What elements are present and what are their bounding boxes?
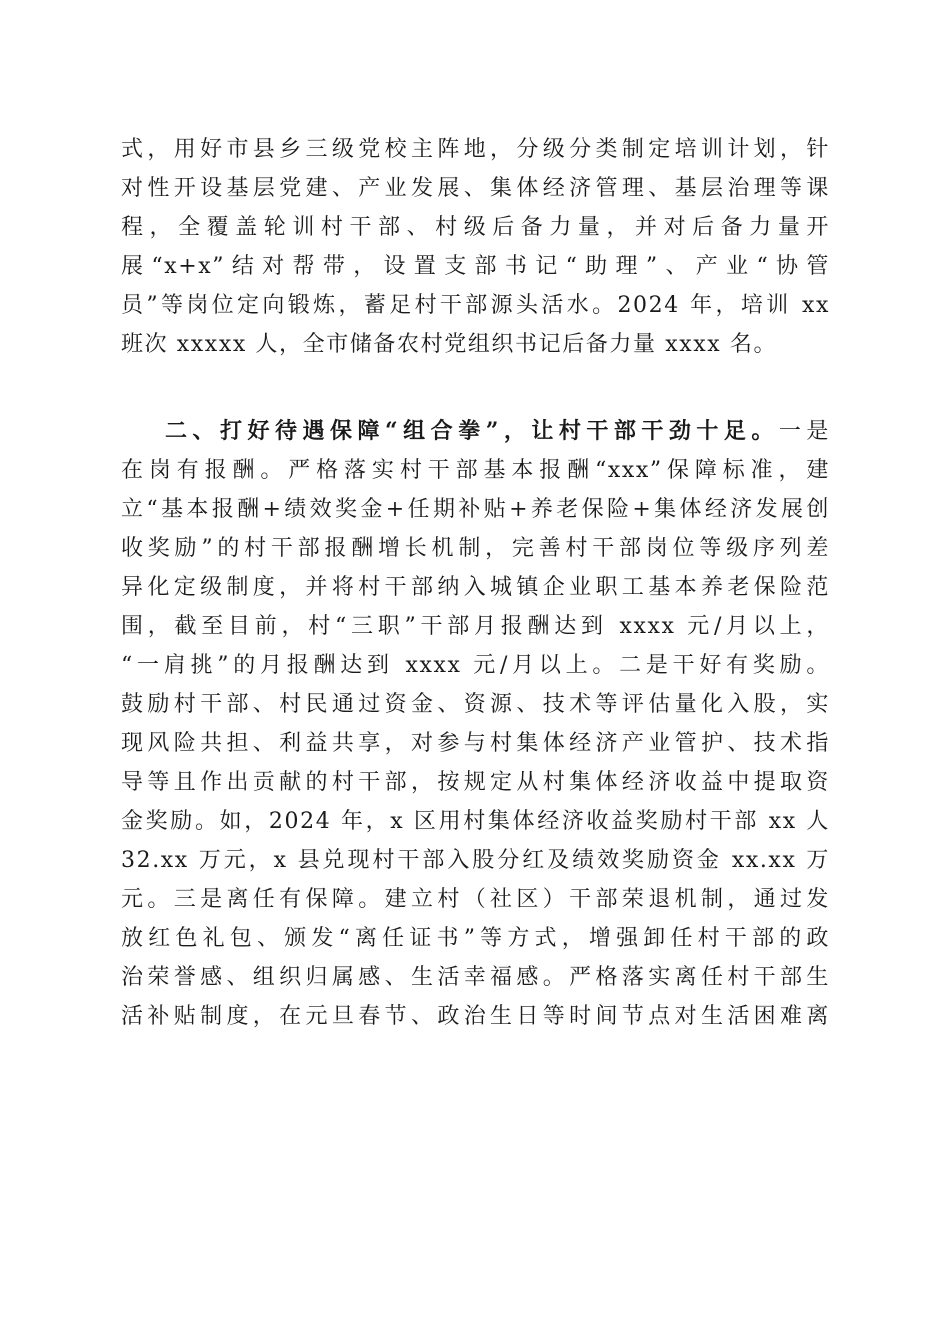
text-line: 导等且作出贡献的村干部，按规定从村集体经济收益中提取资 <box>121 770 830 795</box>
paragraph-training <box>121 130 830 364</box>
text-line: 收奖励”的村干部报酬增长机制，完善村干部岗位等级序列差 <box>121 536 830 561</box>
text-line: 放红色礼包、颁发“离任证书”等方式，增强卸任村干部的政 <box>121 926 830 951</box>
section-heading: 二、打好待遇保障“组合拳”，让村干部干劲十足。 <box>165 418 779 444</box>
text-line-heading <box>121 412 830 451</box>
text-line: 32.xx 万元，x 县兑现村干部入股分红及绩效奖励资金 xx.xx 万 <box>121 848 830 873</box>
text-line: 活补贴制度，在元旦春节、政治生日等时间节点对生活困难离 <box>121 1004 830 1029</box>
text-line: 立“基本报酬+绩效奖金+任期补贴+养老保险+集体经济发展创 <box>121 497 830 522</box>
text-line: 异化定级制度，并将村干部纳入城镇企业职工基本养老保险范 <box>121 575 830 600</box>
text-line: 程，全覆盖轮训村干部、村级后备力量，并对后备力量开 <box>121 215 830 240</box>
text-line: 元。三是离任有保障。建立村（社区）干部荣退机制，通过发 <box>121 887 830 912</box>
text-line: 式，用好市县乡三级党校主阵地，分级分类制定培训计划，针 <box>121 137 830 162</box>
text-line: 员”等岗位定向锻炼，蓄足村干部源头活水。2024 年，培训 xx <box>121 293 830 318</box>
text-line: 在岗有报酬。严格落实村干部基本报酬“xxx”保障标准，建 <box>121 458 830 483</box>
text-line: 治荣誉感、组织归属感、生活幸福感。严格落实离任村干部生 <box>121 965 830 990</box>
heading-line-rest: 一是 <box>778 419 830 444</box>
text-line: 班次 xxxxx 人，全市储备农村党组织书记后备力量 xxxx 名。 <box>121 332 778 357</box>
text-line: 现风险共担、利益共享，对参与村集体经济产业管护、技术指 <box>121 731 830 756</box>
text-line: 展“x+x”结对帮带，设置支部书记“助理”、产业“协管 <box>121 254 830 279</box>
text-line: 鼓励村干部、村民通过资金、资源、技术等评估量化入股，实 <box>121 692 830 717</box>
text-line: 对性开设基层党建、产业发展、集体经济管理、基层治理等课 <box>121 176 830 201</box>
text-line: 金奖励。如，2024 年，x 区用村集体经济收益奖励村干部 xx 人 <box>121 809 830 834</box>
text-line: “一肩挑”的月报酬达到 xxxx 元/月以上。二是干好有奖励。 <box>121 653 830 678</box>
paragraph-remuneration <box>121 412 830 1036</box>
text-line: 围，截至目前，村“三职”干部月报酬达到 xxxx 元/月以上， <box>121 614 830 639</box>
